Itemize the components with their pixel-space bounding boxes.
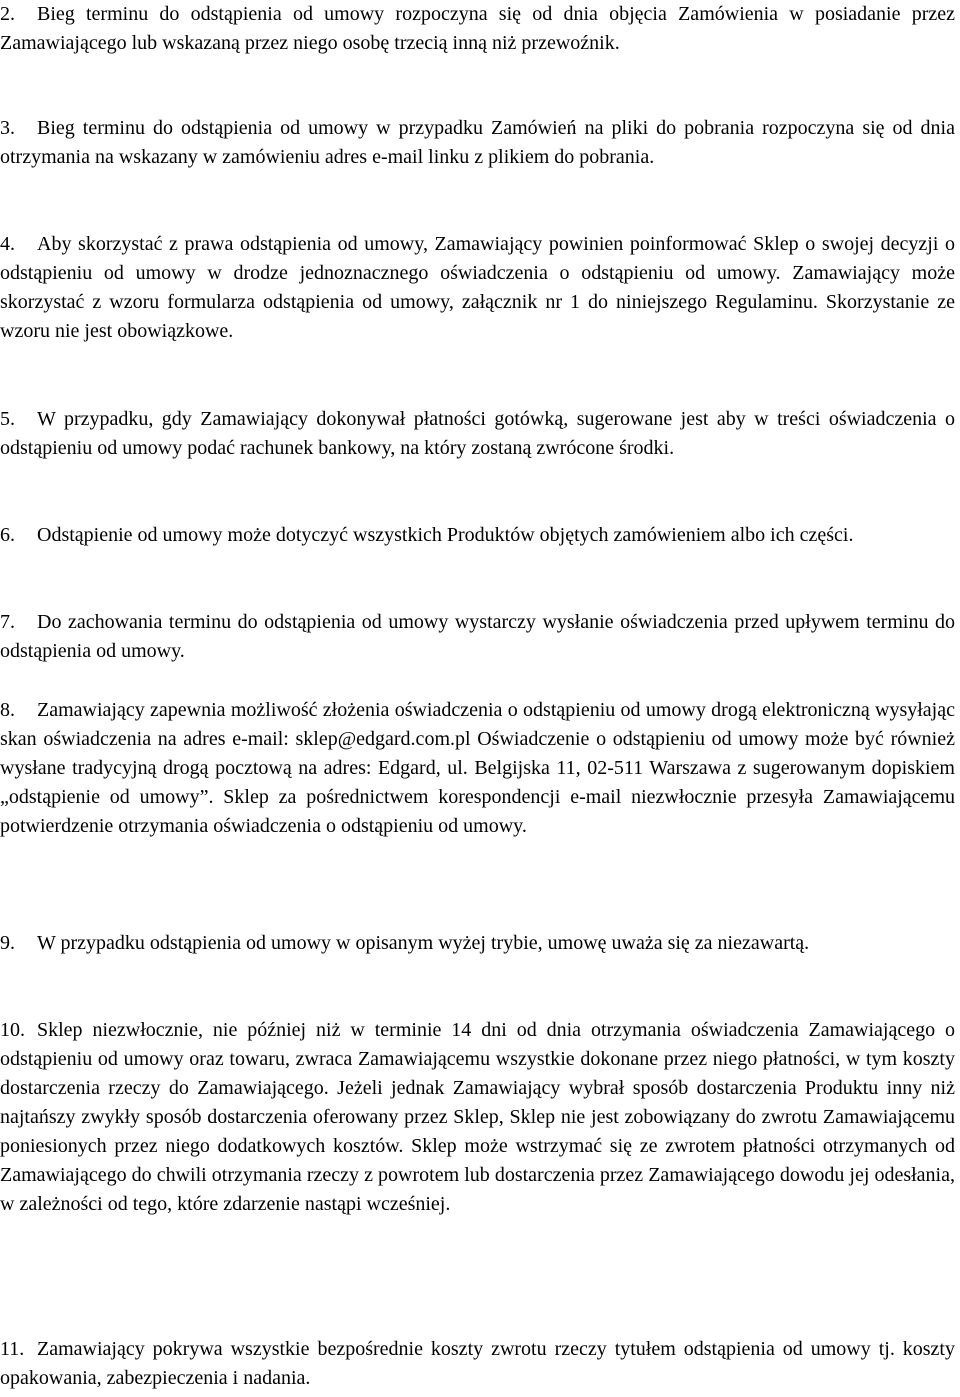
- item-number: 3.: [0, 117, 15, 139]
- list-item: [0, 929, 960, 958]
- item-text: W przypadku, gdy Zamawiający dokonywał płatności gotówką, sugerowane jest aby w treści oświadczenia o odstąpieniu od umowy podać rachunek bankowy, na który zostaną zwrócone środki.: [0, 408, 955, 459]
- item-text: Bieg terminu do odstąpienia od umowy w przypadku Zamówień na pliki do pobrania rozpoczyna się od dnia otrzymania na wskazany w zamówieniu adres e-mail linku z plikiem do pobrania.: [0, 117, 955, 168]
- item-number: 5.: [0, 408, 15, 430]
- list-item: [0, 114, 960, 172]
- list-item: [0, 696, 960, 841]
- item-text: Bieg terminu do odstąpienia od umowy rozpoczyna się od dnia objęcia Zamówienia w posiadanie przez Zamawiającego lub wskazaną przez niego osobę trzecią inną niż przewoźnik.: [0, 3, 955, 54]
- item-text: Zamawiający pokrywa wszystkie bezpośrednie koszty zwrotu rzeczy tytułem odstąpienia od umowy tj. koszty opakowania, zabezpieczenia i nadania.: [0, 1338, 955, 1389]
- item-text: Zamawiający zapewnia możliwość złożenia oświadczenia o odstąpieniu od umowy drogą elektroniczną wysyłając skan oświadczenia na adres e-mail: sklep@edgard.com.pl Oświadczenie o odstąpieniu od umowy może być również wysłane tradycyjną drogą pocztową na adres: Edgard, ul. Belgijska 11, 02-511 Warszawa z sugerowanym dopiskiem „odstąpienie od umowy”. Sklep za pośrednictwem korespondencji e-mail niezwłocznie przesyła Zamawiającemu potwierdzenie otrzymania oświadczenia o odstąpieniu od umowy.: [0, 699, 955, 837]
- list-item: [0, 0, 960, 58]
- item-number: 4.: [0, 233, 15, 255]
- list-item: [0, 1335, 960, 1393]
- item-number: 6.: [0, 524, 15, 546]
- item-text: Odstąpienie od umowy może dotyczyć wszystkich Produktów objętych zamówieniem albo ich części.: [37, 524, 854, 546]
- item-text: Do zachowania terminu do odstąpienia od umowy wystarczy wysłanie oświadczenia przed upływem terminu do odstąpienia od umowy.: [0, 611, 955, 662]
- item-text: Sklep niezwłocznie, nie później niż w terminie 14 dni od dnia otrzymania oświadczenia Zamawiającego o odstąpieniu od umowy oraz towaru, zwraca Zamawiającemu wszystkie dokonane przez niego płatności, w tym koszty dostarczenia rzeczy do Zamawiającego. Jeżeli jednak Zamawiający wybrał sposób dostarczenia Produktu inny niż najtańszy zwykły sposób dostarczenia oferowany przez Sklep, Sklep nie jest zobowiązany do zwrotu Zamawiającemu poniesionych przez niego dodatkowych kosztów. Sklep może wstrzymać się ze zwrotem płatności otrzymanych od Zamawiającego do chwili otrzymania rzeczy z powrotem lub dostarczenia przez Zamawiającego dowodu jej odesłania, w zależności od tego, które zdarzenie nastąpi wcześniej.: [0, 1019, 955, 1215]
- item-number: 10.: [0, 1019, 25, 1041]
- item-number: 11.: [0, 1338, 25, 1360]
- list-item: [0, 230, 960, 346]
- item-number: 9.: [0, 932, 15, 954]
- item-number: 7.: [0, 611, 15, 633]
- item-number: 8.: [0, 699, 15, 721]
- list-item: [0, 521, 960, 550]
- item-text: Aby skorzystać z prawa odstąpienia od umowy, Zamawiający powinien poinformować Sklep o swojej decyzji o odstąpieniu od umowy w drodze jednoznacznego oświadczenia o odstąpieniu od umowy. Zamawiający może skorzystać z wzoru formularza odstąpienia od umowy, załącznik nr 1 do niniejszego Regulaminu. Skorzystanie ze wzoru nie jest obowiązkowe.: [0, 233, 955, 342]
- list-item: [0, 608, 960, 666]
- item-text: W przypadku odstąpienia od umowy w opisanym wyżej trybie, umowę uważa się za niezawartą.: [37, 932, 810, 954]
- list-item: [0, 405, 960, 463]
- list-item: [0, 1016, 960, 1219]
- item-number: 2.: [0, 3, 15, 25]
